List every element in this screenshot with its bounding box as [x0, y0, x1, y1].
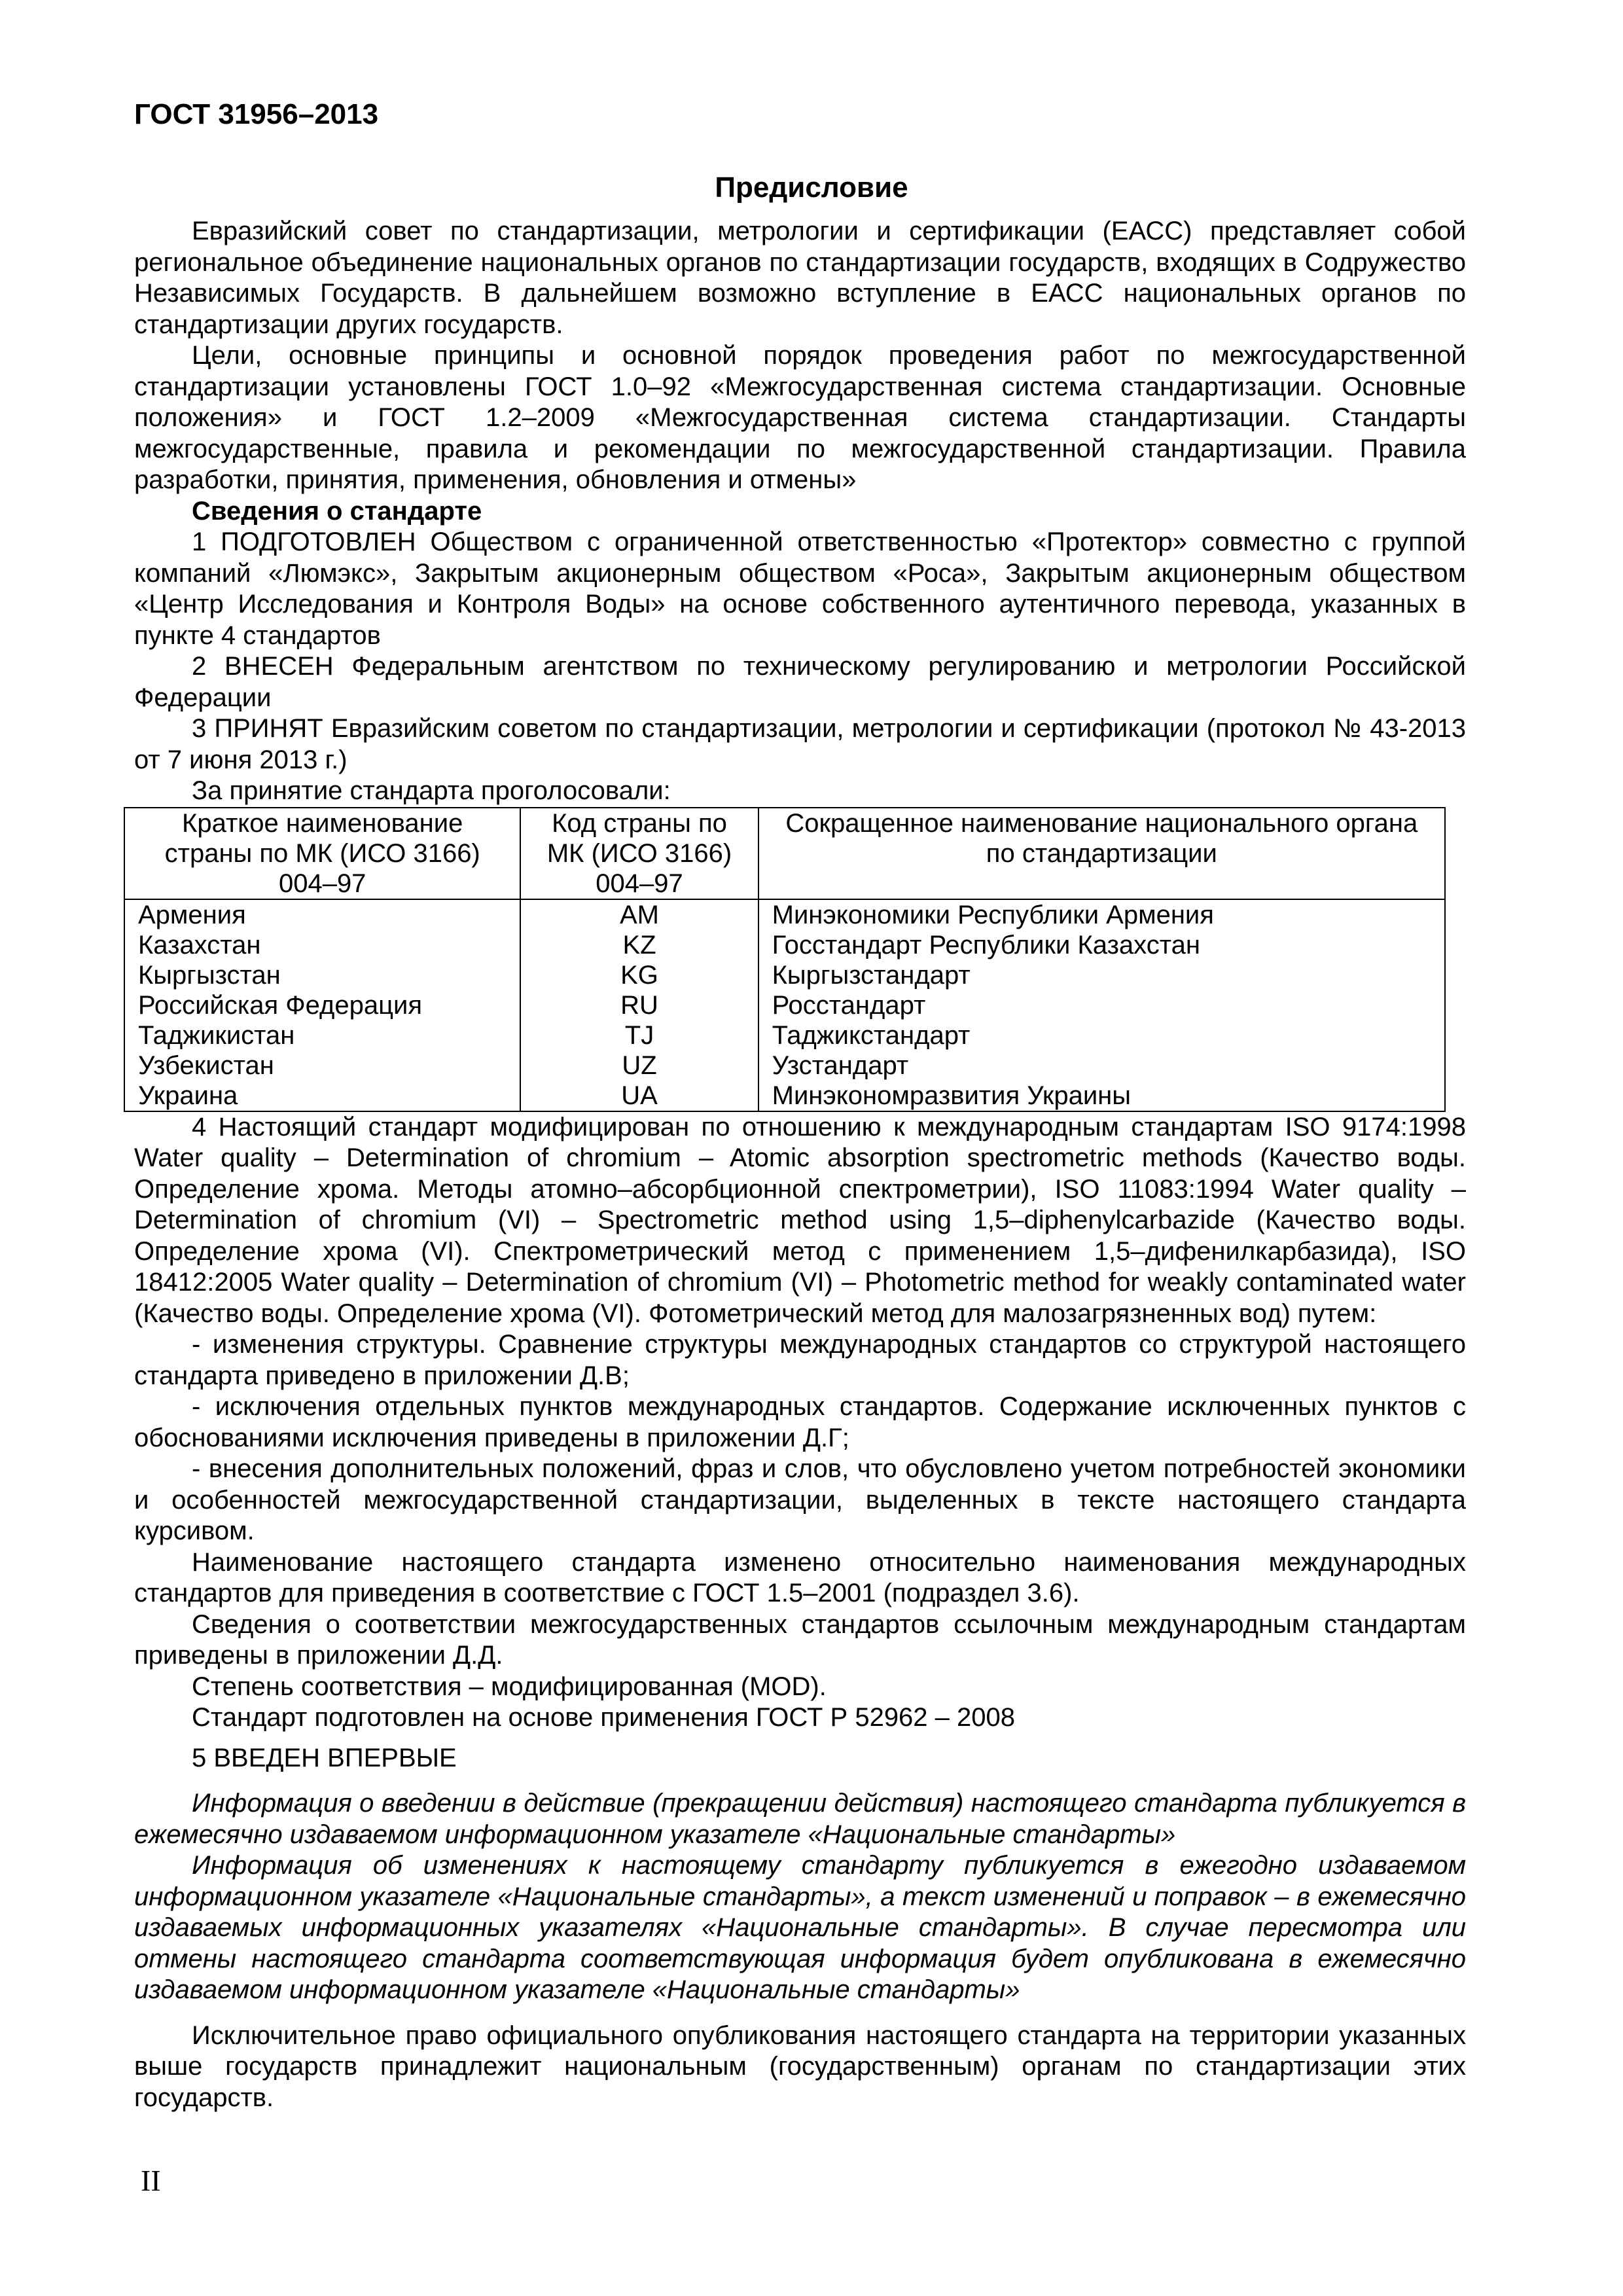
country-name: Казахстан	[124, 930, 520, 960]
national-body: Минэкономики Республики Армения	[758, 899, 1445, 930]
bullet-additions: - внесения дополнительных положений, фраз и слов, что обусловлено учетом потребностей экономики и особенностей межгосударственной стандартизации, выделенных в тексте настоящего стандарта курсивом.	[134, 1454, 1466, 1545]
document-id: ГОСТ 31956–2013	[134, 98, 379, 130]
name-change-note: Наименование настоящего стандарта изменено относительно наименования международных стандартов для приведения в соответствие с ГОСТ 1.5–2001 (подраздел 3.6).	[134, 1547, 1466, 1607]
country-code: AM	[520, 899, 758, 930]
country-name: Армения	[124, 899, 520, 930]
preface-body	[134, 216, 1466, 2113]
item-5-introduced: 5 ВВЕДЕН ВПЕРВЫЕ	[192, 1743, 457, 1772]
country-name: Узбекистан	[124, 1050, 520, 1081]
intro-paragraph-1: Евразийский совет по стандартизации, метрологии и сертификации (ЕАСС) представляет собой региональное объединение национальных органов по стандартизации государств, входящих в Содружество Независимых Государств. В дальнейшем возможно вступление в ЕАСС национальных органов по стандартизации других государств.	[134, 217, 1466, 339]
italic-note-1: Информация о введении в действие (прекращении действия) настоящего стандарта публикуется в ежемесячно издаваемом информационном указателе «Национальные стандарты»	[134, 1789, 1466, 1849]
national-body: Росстандарт	[758, 990, 1445, 1020]
country-name: Украина	[124, 1081, 520, 1111]
item-4-modified: 4 Настоящий стандарт модифицирован по отношению к международным стандартам ISO 9174:1998 Water quality – Determination of chromium – Atomic absorption spectrometric methods (Качество воды. Определение хрома. Методы атомно–абсорбционной спектрометрии), ISO 11083:1994 Water quality – Determination of chromium (VI) – Spectrometric method using 1,5–diphenylcarbazide (Качество воды. Определение хрома (VI). Спектрометрический метод с применением 1,5–дифенилкарбазида), ISO 18412:2005 Water quality – Determination of chromium (VI) – Photometric method for weakly contaminated water (Качество воды. Определение хрома (VI). Фотометрический метод для малозагрязненных вод) путем:	[134, 1112, 1466, 1328]
table-row	[124, 1020, 1445, 1050]
national-body: Узстандарт	[758, 1050, 1445, 1081]
bullet-structure-change: - изменения структуры. Сравнение структуры международных стандартов со структурой настоящего стандарта приведено в приложении Д.В;	[134, 1330, 1466, 1390]
info-heading: Сведения о стандарте	[192, 496, 482, 526]
vote-intro: За принятие стандарта проголосовали:	[192, 776, 671, 805]
country-code: KG	[520, 960, 758, 990]
intro-paragraph-2: Цели, основные принципы и основной порядок проведения работ по межгосударственной стандартизации установлены ГОСТ 1.0–92 «Межгосударственная система стандартизации. Основные положения» и ГОСТ 1.2–2009 «Межгосударственная система стандартизации. Стандарты межгосударственные, правила и рекомендации по межгосударственной стандартизации. Правила разработки, принятия, применения, обновления и отмены»	[134, 341, 1466, 494]
table-header-row	[124, 808, 1445, 899]
bullet-exclusion: - исключения отдельных пунктов международных стандартов. Содержание исключенных пунктов с обоснованиями исключения приведены в приложении Д.Г;	[134, 1392, 1466, 1452]
section-title: Предисловие	[715, 171, 908, 204]
conformity-degree: Степень соответствия – модифицированная (MOD).	[192, 1672, 827, 1701]
correspondence-note: Сведения о соответствии межгосударственных стандартов ссылочным международным стандартам приведены в приложении Д.Д.	[134, 1609, 1466, 1670]
table-row	[124, 990, 1445, 1020]
table-row	[124, 1050, 1445, 1081]
country-code: KZ	[520, 930, 758, 960]
page-number: II	[141, 2164, 161, 2197]
national-body: Таджикстандарт	[758, 1020, 1445, 1050]
table-row	[124, 930, 1445, 960]
item-2-submitted: 2 ВНЕСЕН Федеральным агентством по техническому регулированию и метрологии Российской Федерации	[134, 652, 1466, 712]
country-name: Таджикистан	[124, 1020, 520, 1050]
copyright-note: Исключительное право официального опубликования настоящего стандарта на территории указанных выше государств принадлежит национальным (государственным) органам по стандартизации этих государств.	[134, 2020, 1466, 2112]
header-national-body: Сокращенное наименование национального органа по стандартизации	[758, 808, 1445, 899]
national-body: Госстандарт Республики Казахстан	[758, 930, 1445, 960]
italic-note-2: Информация об изменениях к настоящему стандарту публикуется в ежегодно издаваемом информационном указателе «Национальные стандарты», а текст изменений и поправок – в ежемесячно издаваемых информационных указателях «Национальные стандарты». В случае пересмотра или отмены настоящего стандарта соответствующая информация будет опубликована в ежемесячно издаваемом информационном указателе «Национальные стандарты»	[134, 1851, 1466, 2004]
country-code: TJ	[520, 1020, 758, 1050]
basis-note: Стандарт подготовлен на основе применения ГОСТ Р 52962 – 2008	[192, 1703, 1016, 1732]
item-1-prepared: 1 ПОДГОТОВЛЕН Обществом с ограниченной ответственностью «Протектор» совместно с группой компаний «Люмэкс», Закрытым акционерным обществом «Роса», Закрытым акционерным обществом «Центр Исследования и Контроля Воды» на основе собственного аутентичного перевода, указанных в пункте 4 стандартов	[134, 528, 1466, 650]
country-code: UZ	[520, 1050, 758, 1081]
country-code: UA	[520, 1081, 758, 1111]
country-name: Кыргызстан	[124, 960, 520, 990]
header-country-code: Код страны по МК (ИСО 3166) 004–97	[520, 808, 758, 899]
country-code: RU	[520, 990, 758, 1020]
country-name: Российская Федерация	[124, 990, 520, 1020]
national-body: Кыргызстандарт	[758, 960, 1445, 990]
item-3-adopted: 3 ПРИНЯТ Евразийским советом по стандартизации, метрологии и сертификации (протокол № 43-2013 от 7 июня 2013 г.)	[134, 714, 1466, 774]
voting-table	[124, 807, 1446, 1112]
table-row	[124, 960, 1445, 990]
national-body: Минэкономразвития Украины	[758, 1081, 1445, 1111]
header-country-name: Краткое наименование страны по МК (ИСО 3166) 004–97	[124, 808, 520, 899]
table-row	[124, 1081, 1445, 1111]
table-row	[124, 899, 1445, 930]
